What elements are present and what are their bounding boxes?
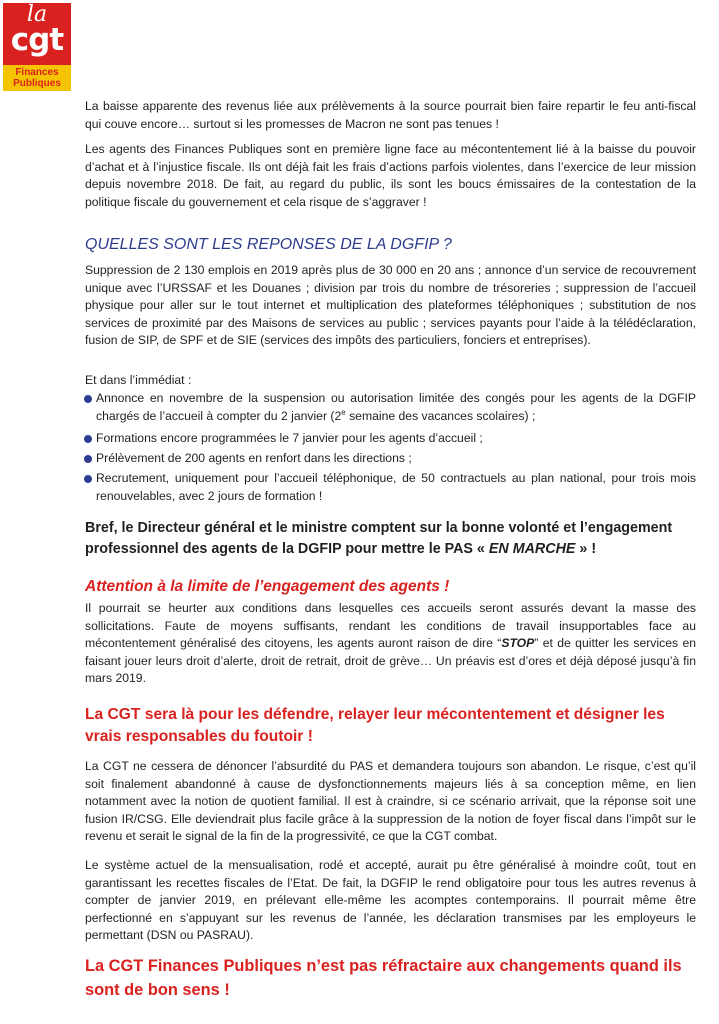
bullet-text-3: Prélèvement de 200 agents en renfort dans les directions ; [96, 451, 412, 465]
section-title-dgfip-responses: QUELLES SONT LES REPONSES DE LA DGFIP ? [85, 236, 452, 253]
engagement-paragraph [85, 600, 696, 688]
closing-paragraph-2: Le système actuel de la mensualisation, rodé et accepté, aurait pu être généralisé à moindre coût, tout en garantissant les recettes fiscales de l’Etat. De fait, la DGFIP le rend obligatoire pour tous les autres revenus à compter de janvier 2019, en prélevant elle-même les acomptes contemporains. Il pourrait même être perfectionné en s’appuyant sur les revenus de l’année, les déclaration transmises par les employeurs le permettant (DSN ou PASRAU). [85, 858, 696, 943]
bullet-icon [84, 455, 92, 463]
stop-text: STOP [501, 636, 535, 651]
bref-text: Bref, le Directeur général et le ministre comptent sur la bonne volonté et l’engagement professionnel des agents de la DGFIP pour mettre le PAS « [85, 520, 673, 557]
engagement-text-end: ” et de quitter les services en faisant jouer leurs droit d’alerte, droit de retrait, droit de grève… Un préavis est d’ores et déjà déposé jusqu’à fin mars 2019. [85, 636, 696, 686]
logo-finances-text: Finances [15, 67, 59, 78]
logo-yellow-band [3, 65, 71, 91]
closing-paragraph-1: La CGT ne cessera de dénoncer l’absurdité du PAS et demandera toujours son abandon. Le risque, c’est qu’il soit finalement abandonné à cause de dysfonctionnements majeurs liés à sa conception même, en lien notamment avec la notion de quotient familial. Il est à craindre, si ce scénario arrivait, que la réponse soit une fusion IR/CSG. Elle deviendrait plus facile grâce à la suppression de la notion de foyer fiscal dans l’impôt sur le revenu et serait le signal de la fin de la progressivité, ce que la CGT combat. [85, 759, 696, 844]
bref-statement [85, 518, 696, 559]
bref-end: » ! [575, 540, 597, 557]
engagement-text: Il pourrait se heurter aux conditions dans lesquelles ces accueils seront assurés devant la masse des sollicitations. Faute de moyens suffisants, rendant les conditions de travail insupportables face au mécontentement généralisé des citoyens, les agents auront raison de dire “ [85, 601, 696, 651]
bullet-text-2: Formations encore programmées le 7 janvier pour les agents d’accueil ; [96, 431, 483, 445]
bullet-item [84, 470, 696, 505]
final-statement-heading: La CGT Finances Publiques n’est pas réfractaire aux changements quand ils sont de bon sens ! [85, 957, 682, 999]
bullet-item [84, 430, 696, 448]
dgfip-responses-paragraph: Suppression de 2 130 emplois en 2019 après plus de 30 000 en 20 ans ; annonce d’un service de recouvrement unique avec l’URSSAF et les Douanes ; division par trois du nombre de trésoreries ; suppression de l’accueil physique pour aller sur le tout internet et multiplication des plateformes téléphoniques ; substitution de nos services de proximité par des Maisons de services au public ; services payants pour l’aide à la télédéclaration, fusion de SIP, de SPF et de SIE (services des impôts des particuliers, fonciers et entreprises). [85, 263, 696, 348]
intro-paragraph-1: La baisse apparente des revenus liée aux prélèvements à la source pourrait bien faire repartir le feu anti-fiscal qui couve encore… surtout si les promesses de Macron ne sont pas tenues ! [85, 99, 696, 131]
bullet-text-4: Recrutement, uniquement pour l’accueil téléphonique, de 50 contractuels au plan national, pour trois mois renouvelables, avec 2 jours de formation ! [96, 471, 696, 503]
bullet-item [84, 450, 696, 468]
bullet-icon [84, 395, 92, 403]
section-title-engagement-limit: Attention à la limite de l’engagement des agents ! [85, 578, 450, 595]
cgt-statement-heading: La CGT sera là pour les défendre, relayer leur mécontentement et désigner les vrais responsables du foutoir ! [85, 706, 665, 745]
logo-cgt-text: cgt [10, 22, 64, 58]
logo-publiques-text: Publiques [13, 78, 61, 89]
cgt-finances-publiques-logo [3, 3, 71, 91]
bullet-icon [84, 435, 92, 443]
immediate-intro: Et dans l’immédiat : [85, 373, 192, 387]
en-marche-text: EN MARCHE [488, 540, 576, 557]
bullet-text-1: Annonce en novembre de la suspension ou autorisation limitée des congés pour les agents de la DGFIP chargés de l’accueil à compter du 2 janvier (2e semaine des vacances scolaires) ; [96, 391, 696, 423]
intro-paragraph-2: Les agents des Finances Publiques sont en première ligne face au mécontentement lié à la baisse du pouvoir d’achat et à l’injustice fiscale. Ils ont déjà fait les frais d’actions parfois violentes, dans l’exercice de leur mission depuis novembre 2018. De fait, au regard du public, ils sont les boucs émissaires de la contestation de la politique fiscale du gouvernement et cela risque de s’aggraver ! [85, 142, 696, 209]
bullet-item [84, 390, 696, 425]
logo-la-text: la [26, 3, 48, 27]
bullet-icon [84, 475, 92, 483]
